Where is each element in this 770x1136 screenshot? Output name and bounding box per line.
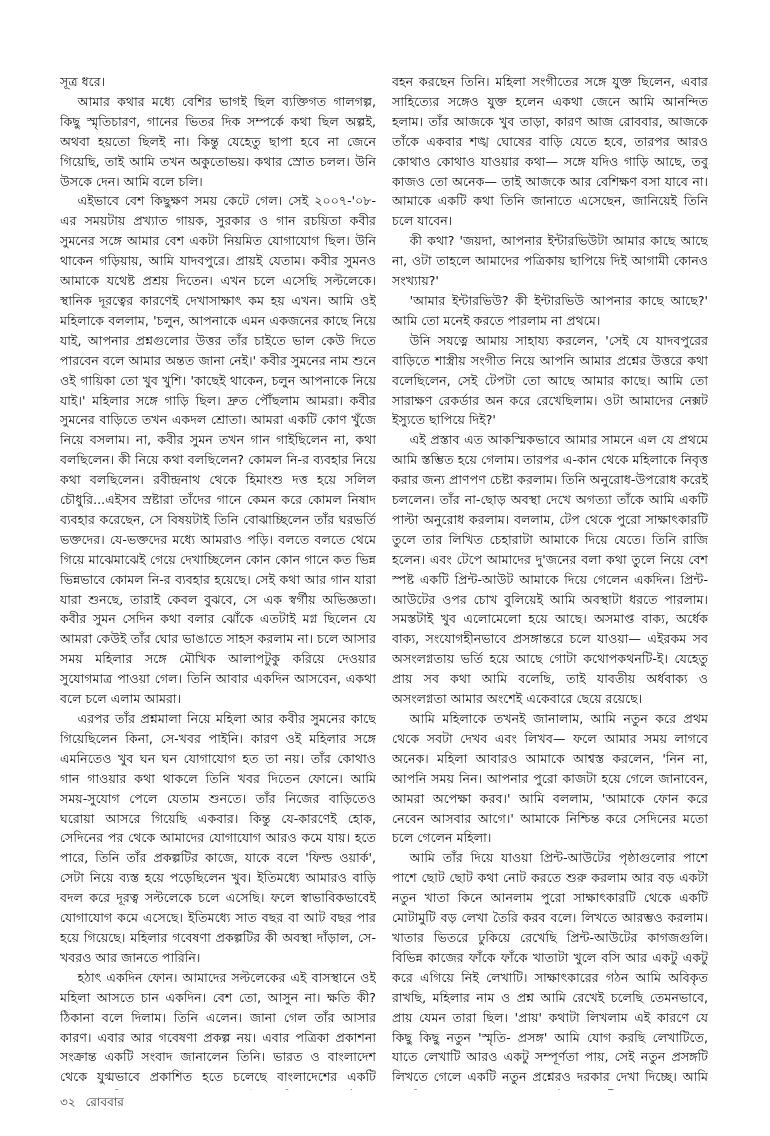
- section-name: রোববার: [85, 1095, 124, 1109]
- paragraph: বহন করছেন তিনি। মহিলা সংগীতের সঙ্গে যুক্ত ছিলেন, এবার সাহিত্যের সঙ্গেও যুক্ত হলেন একথা জেনে আমি আনন্দিত হলাম। তাঁর আজকে খুব তাড়া, কারণ আজ রোববার, আজকে তাঁকে একবার শঙ্খ ঘোষের বাড়ি যেতে হবে, তারপর আরও কোথাও কোথাও যাওয়ার কথা— সঙ্গে যদিও গাড়ি আছে, তবু কাজও তো অনেক— তাই আজকে আর বেশিক্ষণ বসা যাবে না। আমাকে একটি কথা তিনি জানাতে এসেছেন, জানিয়েই তিনি চলে যাবেন।: [392, 74, 708, 229]
- left-column: [60, 72, 376, 1090]
- page-number: ৩২: [60, 1095, 76, 1109]
- paragraph: আমার কথার মধ্যে বেশির ভাগই ছিল ব্যক্তিগত গালগল্প, কিছু স্মৃতিচারণ, গানের ভিতর দিক সম্পর্কে কথা ছিল অল্পই, অথবা হয়তো ছিলই না। কিন্তু যেহেতু ছাপা হবে না জেনে গিয়েছি, তাই আমি তখন অকুতোভয়। কথার স্রোত চলল। উনি উসকে দেন। আমি বলে চলি।: [60, 93, 376, 189]
- paragraph: উনি সযত্নে আমায় সাহায্য করলেন, 'সেই যে যাদবপুরের বাড়িতে শাস্ত্রীয় সংগীত নিয়ে আপনি আমার প্রশ্নের উত্তরে কথা বলেছিলেন, সেই টেপটা তো আছে আমার কাছে। আমি তো সারাক্ষণ রেকর্ডার অন করে রেখেছিলাম। ওটা আমাদের নেক্সট ইস্যুতে ছাপিয়ে দিই?': [392, 332, 708, 428]
- paragraph: কী কথা? 'জয়দা, আপনার ইন্টারভিউটা আমার কাছে আছে না, ওটা তাহলে আমাদের পত্রিকায় ছাপিয়ে দিই আগামী কোনও সংখ্যায়?': [392, 233, 708, 289]
- paragraph: এই প্রস্তাব এত আকস্মিকভাবে আমার সামনে এল যে প্রথমে আমি স্তম্ভিত হয়ে গেলাম। তারপর এ-কান থেকে মহিলাকে নিবৃত্ত করার জন্য প্রাণপণ চেষ্টা করলাম। তিনি অনুরোধ-উপরোধ করেই চললেন। তাঁর না-ছোড় অবস্থা দেখে অগত্যা তাঁকে আমি একটি পাল্টা অনুরোধ করলাম। বললাম, টেপ থেকে পুরো সাক্ষাৎকারটি তুলে তার লিখিত চেহারাটা আমাকে দিয়ে যেতে। তিনি রাজি হলেন। এবং টেপে আমাদের দু'জনের বলা কথা তুলে নিয়ে বেশ স্পষ্ট একটি প্রিন্ট-আউট আমাকে দিয়ে গেলেন একদিন। প্রিন্ট-আউটের ওপর চোখ বুলিয়েই আমি অবস্থাটা ধরতে পারলাম। সমস্তটাই খুব এলোমেলো হয়ে আছে। অসমাপ্ত বাক্য, অর্ধেক বাক্য, সংযোগহীনভাবে প্রসঙ্গান্তরে চলে যাওয়া— এইরকম সব অসংলগ্নতায় ভর্তি হয়ে আছে গোটা কথোপকথনটি-ই। যেহেতু প্রায় সব কথা আমি বলেছি, তাই যাবতীয় অর্ধবাক্য ও অসংলগ্নতা আমার অংশেই একেবারে ছেয়ে রয়েছে।: [392, 432, 708, 707]
- paragraph: সূত্র ধরে।: [60, 74, 106, 89]
- page-footer: [60, 1094, 130, 1114]
- paragraph: আমি তাঁর দিয়ে যাওয়া প্রিন্ট-আউটের পৃষ্ঠাগুলোর পাশে পাশে ছোট ছোট কথা নোট করতে শুরু করলাম আর বড় একটা নতুন খাতা কিনে আনলাম পুরো সাক্ষাৎকারটি থেকে একটি মোটামুটি বড় লেখা তৈরি করব বলে। লিখতে আরম্ভও করলাম। খাতার ভিতরে ঢুকিয়ে রেখেছি প্রিন্ট-আউটের কাগজগুলি। বিভিন্ন কাজের ফাঁকে ফাঁকে খাতাটা খুলে বসি আর একটু একটু করে এগিয়ে নিই লেখাটি। সাক্ষাৎকারের গঠন আমি অবিকৃত রাখছি, মহিলার নাম ও প্রশ্ন আমি রেখেই চলেছি তেমনভাবে, প্রায় যেমন তারা ছিল। 'প্রায়' কথাটা লিখলাম এই কারণে যে কিছু কিছু নতুন 'স্মৃতি- প্রসঙ্গ' আমি যোগ করছি লেখাটিতে, যাতে লেখাটি আরও একটু সম্পূর্ণতা পায়, সেই নতুন প্রসঙ্গটি লিখতে গেলে একটি নতুন প্রশ্নেরও দরকার দেখা দিচ্ছে। আমি: [392, 850, 708, 1085]
- paragraph: 'আমার ইন্টারভিউ? কী ইন্টারভিউ আপনার কাছে আছে?' আমি তো মনেই করতে পারলাম না প্রথমে।: [392, 292, 708, 328]
- paragraph: আমি মহিলাকে তখনই জানালাম, আমি নতুন করে প্রথম থেকে সবটা দেখব এবং লিখব— ফলে আমার সময় লাগবে অনেক। মহিলা আবারও আমাকে আশ্বস্ত করলেন, 'নিন না, আপনি সময় নিন। আপনার পুরো কাজটা হয়ে গেলে জানাবেন, আমরা অপেক্ষা করব।' আমি বললাম, 'আমাকে ফোন করে নেবেন আসবার আগে।' আমাকে নিশ্চিন্ত করে সেদিনের মতো চলে গেলেন মহিলা।: [392, 711, 708, 846]
- paragraph: এরপর তাঁর প্রশ্নমালা নিয়ে মহিলা আর কবীর সুমনের কাছে গিয়েছিলেন কিনা, সে-খবর পাইনি। কারণ ওই মহিলার সঙ্গে এমনিতেও খুব ঘন ঘন যোগাযোগ হত তা নয়। তাঁর কোথাও গান গাওয়ার কথা থাকলে তিনি খবর দিতেন ফোনে। আমি সময়-সুযোগ পেলে যেতাম শুনতে। তাঁর নিজের বাড়িতেও ঘরোয়া আসরে গিয়েছি একবার। কিন্তু যে-কারণেই হোক, সেদিনের পর থেকে আমাদের যোগাযোগ আরও কমে যায়। হতে পারে, তিনি তাঁর প্রকল্পটির কাজে, যাকে বলে 'ফিল্ড ওয়ার্ক', সেটা নিয়ে ব্যস্ত হয়ে পড়েছিলেন খুব। ইতিমধ্যে আমারও বাড়ি বদল করে দূরত্ব সল্টলেকে চলে এসেছি। ফলে স্বাভাবিকভাবেই যোগাযোগ কমে এসেছে। ইতিমধ্যে সাত বছর বা আট বছর পার হয়ে গিয়েছে। মহিলার গবেষণা প্রকল্পটির কী অবস্থা দাঁড়াল, সে-খবরও আর জানতে পারিনি।: [60, 711, 376, 965]
- paragraph: এইভাবে বেশ কিছুক্ষণ সময় কেটে গেল। সেই ২০০৭-'০৮-এর সময়টায় প্রখ্যাত গায়ক, সুরকার ও গান রচয়িতা কবীর সুমনের সঙ্গে আমার বেশ একটা নিয়মিত যোগাযোগ ছিল। উনি থাকেন গড়িয়ায়, আমি যাদবপুরে। প্রায়ই যেতাম। কবীর সুমনও আমাকে যথেষ্ট প্রশ্রয় দিতেন। এখন চলে এসেছি সল্টলেকে। স্থানিক দূরত্বের কারণেই দেখাসাক্ষাৎ কম হয় এখন। আমি ওই মহিলাকে বললাম, 'চলুন, আপনাকে এমন একজনের কাছে নিয়ে যাই, আপনার প্রশ্নগুলোর উত্তর তাঁর চাইতে ভাল কেউ দিতে পারবেন বলে আমার অন্তত জানা নেই।' কবীর সুমনের নাম শুনে ওই গায়িকা তো খুব খুশি। 'কাছেই থাকেন, চলুন আপনাকে নিয়ে যাই।' মহিলার সঙ্গে গাড়ি ছিল। দ্রুত পৌঁছলাম আমরা। কবীর সুমনের বাড়িতে তখন একদল শ্রোতা। আমরা একটি কোণ খুঁজে নিয়ে বসলাম। না, কবীর সুমন তখন গান গাইছিলেন না, কথা বলছিলেন। কী নিয়ে কথা বলছিলেন? কোমল নি-র ব্যবহার নিয়ে কথা বলছিলেন। রবীন্দ্রনাথ থেকে হিমাংশু দত্ত হয়ে সলিল চৌধুরি...এইসব স্রষ্টারা তাঁদের গানে কেমন করে কোমল নিষাদ ব্যবহার করেছেন, সে বিষয়টাই তিনি বোঝাচ্ছিলেন তাঁর ঘরভর্তি ভক্তদের। যে-ভক্তদের মধ্যে আমরাও পড়ি। বলতে বলতে থেমে গিয়ে মাঝেমাঝেই গেয়ে দেখাচ্ছিলেন কোন কোন গানে কত ভিন্ন ভিন্নভাবে কোমল নি-র ব্যবহার হয়েছে। সেই কথা আর গান যারা যারা শুনছে, তারাই কেবল বুঝবে, সে এক স্বর্গীয় অভিজ্ঞতা। কবীর সুমন সেদিন কথা বলার ঝোঁকে এতটাই মগ্ন ছিলেন যে আমরা কেউই তাঁর ঘোর ভাঙাতে সাহস করলাম না। চলে আসার সময় মহিলার সঙ্গে মৌখিক আলাপটুকু করিয়ে দেওয়ার সুযোগমাত্র পাওয়া গেল। তিনি আবার একদিন আসবেন, একথা বলে চলে এলাম আমরা।: [60, 193, 376, 707]
- paragraph: হঠাৎ একদিন ফোন। আমাদের সল্টলেকের এই বাসস্থানে ওই মহিলা আসতে চান একদিন। বেশ তো, আসুন না। ক্ষতি কী? ঠিকানা বলে দিলাম। তিনি এলেন। জানা গেল তাঁর আসার কারণ। এবার আর গবেষণা প্রকল্প নয়। এবার পত্রিকা প্রকাশনা সংক্রান্ত একটি সংবাদ জানালেন তিনি। ভারত ও বাংলাদেশ থেকে যুগ্মভাবে প্রকাশিত হতে চলেছে বাংলাদেশের একটি: [60, 969, 376, 1085]
- right-column: [392, 72, 708, 1090]
